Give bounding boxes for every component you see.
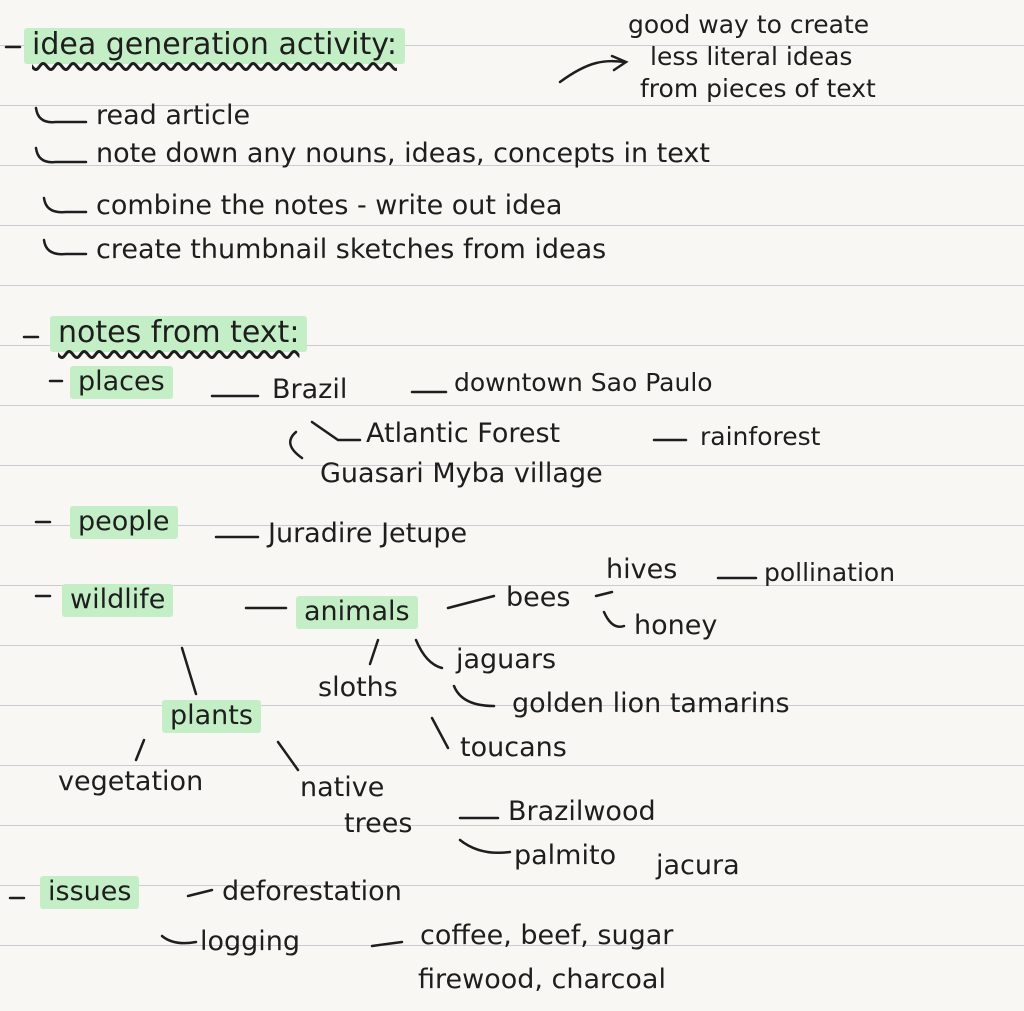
heading-idea-generation: idea generation activity: [24, 28, 405, 64]
place-downtown-sao-paulo: downtown Sao Paulo [454, 368, 713, 397]
animal-golden-lion-tamarins: golden lion tamarins [512, 688, 790, 719]
step-create-sketches: create thumbnail sketches from ideas [96, 234, 607, 265]
label-plants: plants [162, 700, 261, 733]
label-issues: issues [40, 876, 139, 909]
issue-deforestation: deforestation [222, 876, 402, 907]
tree-jacura: jacura [656, 850, 740, 881]
place-rainforest: rainforest [700, 422, 821, 451]
side-note-line-2: less literal ideas [650, 42, 853, 71]
animal-toucans: toucans [460, 732, 567, 763]
side-note-line-3: from pieces of text [640, 74, 876, 103]
place-guasari-village: Guasari Myba village [320, 458, 603, 489]
label-wildlife: wildlife [62, 584, 173, 617]
label-animals: animals [296, 596, 418, 629]
issue-firewood-charcoal: firewood, charcoal [418, 964, 666, 995]
step-combine-notes: combine the notes - write out idea [96, 190, 563, 221]
bees-pollination: pollination [764, 558, 896, 587]
issue-logging: logging [200, 926, 301, 957]
plant-trees: trees [344, 808, 413, 839]
person-juradire-jetupe: Juradire Jetupe [268, 518, 468, 549]
tree-palmito: palmito [514, 840, 617, 871]
plant-native: native [300, 772, 385, 803]
tree-brazilwood: Brazilwood [508, 796, 656, 827]
place-brazil: Brazil [272, 374, 348, 405]
label-places: places [70, 366, 173, 399]
animal-sloths: sloths [318, 672, 398, 703]
label-people: people [70, 506, 178, 539]
issue-coffee-beef-sugar: coffee, beef, sugar [420, 920, 674, 951]
plant-vegetation: vegetation [58, 766, 204, 797]
bees-hives: hives [606, 554, 678, 585]
bees-honey: honey [634, 610, 718, 641]
step-read-article: read article [96, 100, 251, 131]
animal-bees: bees [506, 582, 571, 613]
place-atlantic-forest: Atlantic Forest [366, 418, 561, 449]
step-note-down: note down any nouns, ideas, concepts in text [96, 138, 710, 169]
animal-jaguars: jaguars [456, 644, 557, 675]
side-note-line-1: good way to create [628, 10, 870, 39]
heading-notes-from-text: notes from text: [50, 316, 307, 352]
